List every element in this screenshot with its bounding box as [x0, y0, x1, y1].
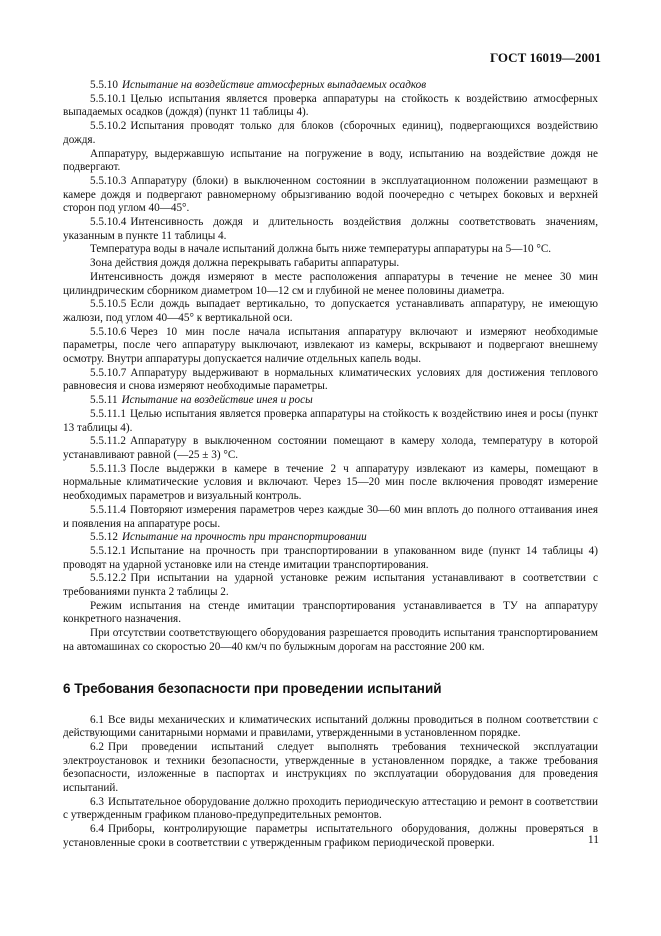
clause-number: 5.5.11.1: [90, 407, 126, 420]
clause-paragraph: [63, 545, 598, 572]
clause-paragraph: [63, 93, 598, 120]
clause-paragraph: [63, 823, 598, 850]
clause-text: Испытание на прочность при транспортировании в упакованном виде (пункт 14 таблицы 4) проводят на ударной установке или на стенде имитации транспортирования.: [63, 544, 598, 571]
clause-text: Если дождь выпадает вертикально, то допускается устанавливать аппаратуру, не имеющую жалюзи, под углом 40—45° к вертикальной оси.: [63, 298, 598, 324]
clause-number: 5.5.10.7: [90, 366, 127, 379]
clause-text: Приборы, контролирующие параметры испытательного оборудования, должны проверяться в установленные сроки в соответствии с утвержденным графиком периодической проверки.: [63, 823, 598, 849]
clause-number: 6.4: [90, 823, 104, 836]
clause-text: Температура воды в начале испытаний должна быть ниже температуры аппаратуры на 5—10 °С.: [90, 243, 552, 256]
clause-text: Через 10 мин после начала испытания аппаратуру включают и измеряют необходимые параметры, после чего аппаратуру выключают, извлекают из камеры, вскрывают и подвергают внешнему осмотру. Внутри аппаратуры допускается наличие отдельных капель воды.: [63, 325, 598, 366]
clause-paragraph: [63, 435, 598, 462]
clause-text: Интенсивность дождя измеряют в месте расположения аппаратуры в течение не менее 30 мин цилиндрическим сборником диаметром 10—12 см и глубиной не менее половины диаметра.: [63, 270, 598, 297]
clause-paragraph: [63, 504, 598, 531]
clause-text: При отсутствии соответствующего оборудования разрешается проводить испытания транспортированием на автомашинах со скоростью 20—40 км/ч по булыжным дорогам на расстояние 200 км.: [63, 627, 598, 653]
clause-paragraph: [63, 600, 598, 627]
standard-header: ГОСТ 16019—2001: [489, 50, 601, 65]
clause-text: При испытании на ударной установке режим испытания устанавливают в соответствии с требованиями пункта 2 таблицы 2.: [63, 572, 598, 599]
clause-text: Аппаратуру в выключенном состоянии помещают в камеру холода, температуру в которой устанавливают равной (—25 ± 3) °С.: [63, 435, 598, 461]
clause-text: Интенсивность дождя и длительность воздействия должны соответствовать значениям, указанным в пункте 11 таблицы 4.: [63, 216, 598, 242]
clause-number: 5.5.12: [90, 531, 118, 544]
clause-paragraph: [63, 243, 598, 257]
clause-number: 5.5.12.1: [90, 544, 127, 557]
clause-number: 5.5.10.6: [90, 325, 127, 338]
clause-paragraph: [63, 326, 598, 367]
clause-text: Аппаратуру (блоки) в выключенном состоянии в эксплуатационном положении размещают в камере дождя и подвергают равномерному обрызгиванию водой поочередно с четырех боковых и верхней сторон под углом 40—45°.: [63, 174, 598, 215]
section-clause-list: [63, 714, 598, 851]
clause-paragraph: [63, 394, 598, 408]
clause-text: Зона действия дождя должна перекрывать габариты аппаратуры.: [90, 257, 400, 270]
clause-paragraph: [63, 216, 598, 243]
clause-paragraph: [63, 120, 598, 147]
clause-text: Испытание на прочность при транспортировании: [121, 531, 367, 544]
clause-paragraph: [63, 367, 598, 394]
clause-text: Испытательное оборудование должно проходить периодическую аттестацию и ремонт в соответствии с утвержденным графиком планово-предупредительных ремонтов.: [63, 795, 598, 822]
clause-paragraph: [63, 298, 598, 325]
clause-text: Целью испытания является проверка аппаратуры на стойкость к воздействию инея и росы (пункт 13 таблицы 4).: [63, 407, 598, 434]
clause-number: 5.5.11: [90, 394, 118, 407]
clause-paragraph: [63, 463, 598, 504]
clause-text: Испытание на воздействие атмосферных выпадаемых осадков: [121, 79, 427, 91]
clause-number: 5.5.12.2: [90, 572, 127, 585]
clause-number: 5.5.10.1: [90, 92, 127, 105]
clause-number: 5.5.10.2: [90, 120, 127, 133]
clause-text: Целью испытания является проверка аппаратуры на стойкость к воздействию атмосферных выпадаемых осадков (дождя) (пункт 11 таблицы 4).: [63, 92, 598, 119]
clause-list: [63, 79, 598, 655]
page-number: 11: [587, 834, 599, 846]
clause-paragraph: [63, 408, 598, 435]
clause-text: Испытание на воздействие инея и росы: [121, 394, 313, 407]
clause-text: При проведении испытаний следует выполнять требования технической эксплуатации электроустановок и техники безопасности, утвержденные в установленном порядке, а также требования безопасности, изложенные в паспортах и инструкциях по эксплуатации оборудования для проведения испытаний.: [63, 740, 598, 795]
clause-paragraph: [63, 627, 598, 654]
document-body: [63, 79, 598, 851]
clause-text: Повторяют измерения параметров через каждые 30—60 мин вплоть до полного оттаивания инея и появления на аппаратуре росы.: [63, 503, 598, 530]
clause-paragraph: [63, 796, 598, 823]
clause-paragraph: [63, 257, 598, 271]
clause-paragraph: [63, 175, 598, 216]
clause-text: Режим испытания на стенде имитации транспортирования устанавливается в ТУ на аппаратуру конкретного назначения.: [63, 599, 598, 626]
clause-paragraph: [63, 572, 598, 599]
clause-text: После выдержки в камере в течение 2 ч аппаратуру извлекают из камеры, помещают в нормальные климатические условия и включают. Через 15—20 мин после включения проводят измерение необходимых параметров и визуальный контроль.: [63, 462, 598, 503]
clause-text: Аппаратуру выдерживают в нормальных климатических условиях для достижения теплового равновесия и снова измеряют необходимые параметры.: [63, 366, 598, 393]
clause-number: 6.2: [90, 740, 104, 753]
clause-paragraph: [63, 79, 598, 93]
clause-text: Все виды механических и климатических испытаний должны проводиться в полном соответствии с действующими санитарными нормами и правилами, утвержденными в установленном порядке.: [63, 713, 598, 740]
clause-paragraph: [63, 148, 598, 175]
clause-number: 5.5.10: [90, 79, 118, 91]
clause-number: 5.5.11.3: [90, 462, 126, 475]
clause-paragraph: [63, 741, 598, 796]
clause-text: Аппаратуру, выдержавшую испытание на погружение в воду, испытанию на воздействие дождя не подвергают.: [63, 147, 598, 174]
clause-number: 5.5.10.4: [90, 216, 127, 229]
clause-number: 5.5.11.2: [90, 435, 126, 448]
clause-text: Испытания проводят только для блоков (сборочных единиц), подвергающихся воздействию дождя.: [63, 120, 598, 146]
section-title: 6 Требования безопасности при проведении испытаний: [63, 680, 442, 696]
clause-number: 5.5.10.5: [90, 298, 127, 311]
clause-paragraph: [63, 531, 598, 545]
clause-paragraph: [63, 271, 598, 298]
clause-number: 5.5.10.3: [90, 174, 127, 187]
clause-number: 6.3: [90, 795, 104, 808]
clause-number: 6.1: [90, 713, 104, 726]
clause-paragraph: [63, 714, 598, 741]
clause-number: 5.5.11.4: [90, 503, 126, 516]
